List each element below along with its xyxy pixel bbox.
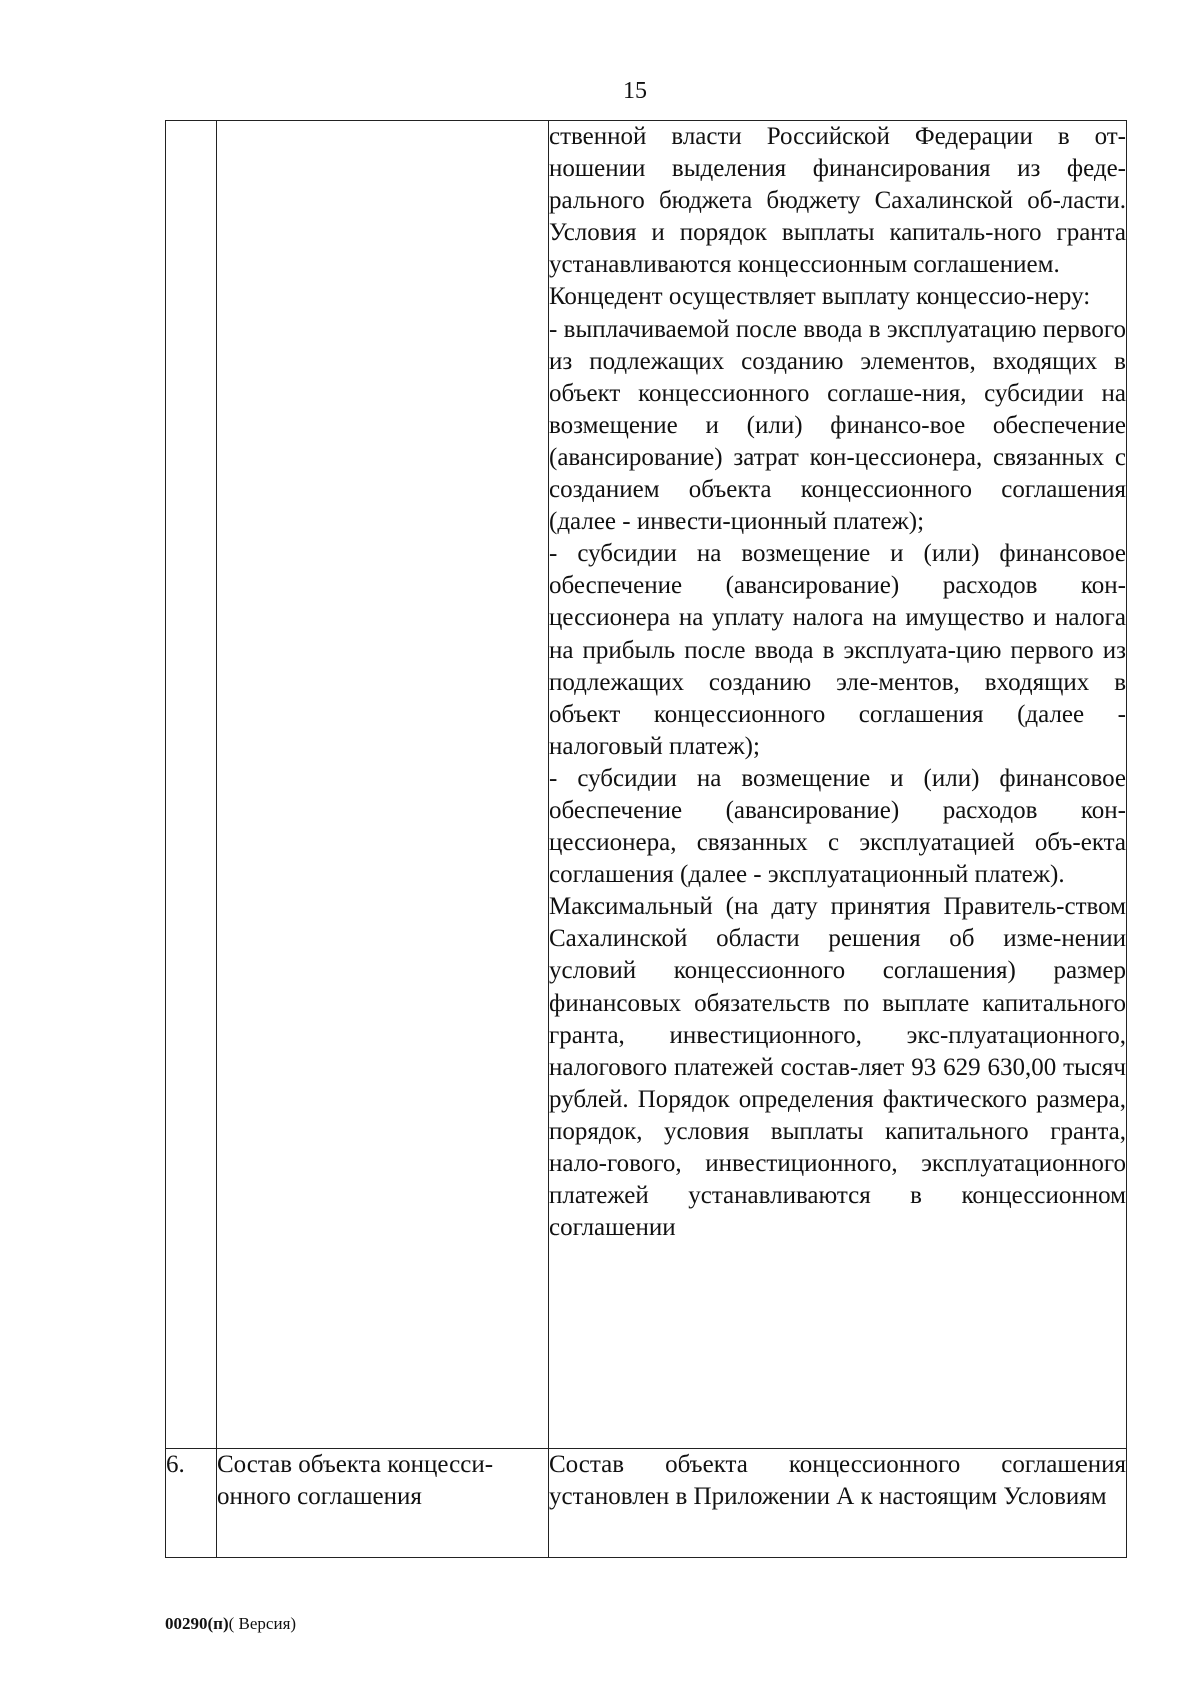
table-row [166, 121, 1127, 1449]
document-code-number: 00290(п) [165, 1614, 229, 1633]
table-row [166, 1449, 1127, 1558]
row-content-cell [549, 121, 1127, 1449]
row-name-cell [217, 121, 549, 1449]
document-version: ( Версия) [228, 1614, 297, 1633]
conditions-table [165, 120, 1127, 1558]
paragraph: - субсидии на возмещение и (или) финансовое обеспечение (авансирование) расходов кон-цессионера на уплату налога на имущество и налога на прибыль после ввода в эксплуата-цию первого из подлежащих созданию эле-ментов, входящих в объект концессионного соглашения (далее - налоговый платеж); [549, 540, 1126, 760]
paragraph: Концедент осуществляет выплату концессио-неру: [549, 283, 1091, 311]
row-number-cell: 6. [166, 1449, 217, 1558]
page-number: 15 [623, 78, 647, 104]
row-number-cell [166, 121, 217, 1449]
document-code [165, 1614, 296, 1634]
paragraph: Максимальный (на дату принятия Правитель-ством Сахалинской области решения об изме-нении условий концессионного соглашения) размер финансовых обязательств по выплате капитального гранта, инвестиционного, экс-плуатационного, налогового платежей состав-ляет 93 629 630,00 тысяч рублей. Порядок определения фактического размера, порядок, условия выплаты капитального гранта, нало-гового, инвестиционного, эксплуатационного платежей устанавливаются в концессионном соглашении [549, 893, 1126, 1242]
paragraph: - субсидии на возмещение и (или) финансовое обеспечение (авансирование) расходов кон-цессионера, связанных с эксплуатацией объ-екта соглашения (далее - эксплуатационный платеж). [549, 764, 1126, 889]
paragraph: ственной власти Российской Федерации в от-ношении выделения финансирования из феде-рального бюджета бюджету Сахалинской об-ласти. Условия и порядок выплаты капиталь-ного гранта устанавливаются концессионным соглашением. [549, 123, 1126, 279]
row-content-cell: Состав объекта концессионного соглашения установлен в Приложении А к настоящим Условиям [549, 1449, 1127, 1558]
paragraph: - выплачиваемой после ввода в эксплуатацию первого из подлежащих созданию элементов, входящих в объект концессионного соглаше-ния, субсидии на возмещение и (или) финансо-вое обеспечение (авансирование) затрат кон-цессионера, связанных с созданием объекта концессионного соглашения (далее - инвести-ционный платеж); [549, 315, 1126, 536]
row-name-cell: Состав объекта концесси-онного соглашения [217, 1449, 549, 1558]
